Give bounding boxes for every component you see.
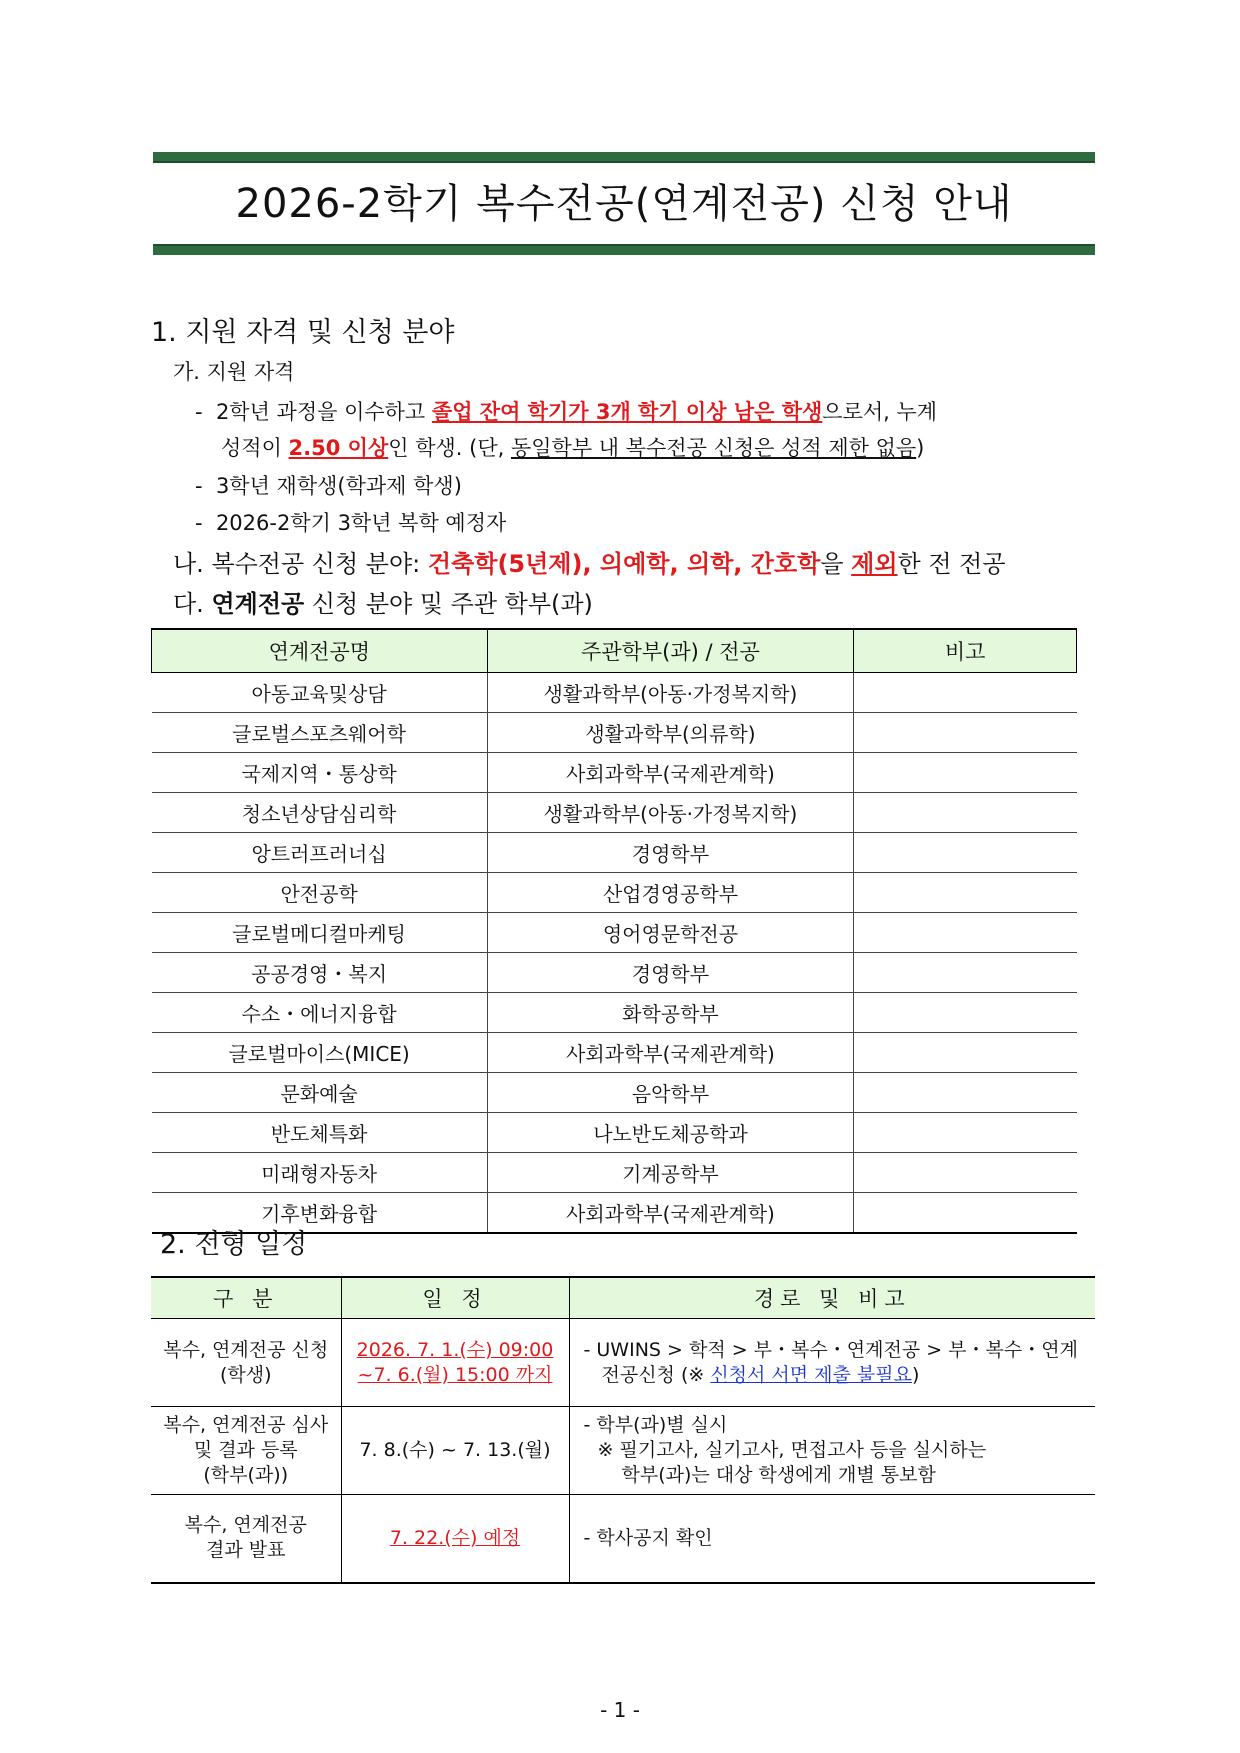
note-cell: [854, 1033, 1077, 1073]
page-number: - 1 -: [600, 1698, 640, 1722]
col-header-schedule: 일 정: [341, 1277, 569, 1319]
department-cell: 기계공학부: [487, 1153, 854, 1193]
department-cell: 생활과학부(의류학): [487, 713, 854, 753]
gpa-requirement: 2.50 이상: [288, 436, 389, 460]
table-row: [152, 673, 1077, 713]
subsection-ga: 가. 지원 자격: [173, 360, 295, 384]
note-cell: [854, 1113, 1077, 1153]
col-header-note: 비고: [854, 629, 1077, 673]
table-row: [152, 1073, 1077, 1113]
bullet-1-text: 2학년 과정을 이수하고: [215, 400, 432, 424]
col-header-major: 연계전공명: [152, 629, 488, 673]
major-name-cell: 기후변화융합: [152, 1193, 488, 1234]
department-cell: 나노반도체공학과: [487, 1113, 854, 1153]
major-name-cell: 글로벌메디컬마케팅: [152, 913, 488, 953]
major-name-cell: 공공경영・복지: [152, 953, 488, 993]
department-cell: 경영학부: [487, 833, 854, 873]
table-row: [152, 1033, 1077, 1073]
major-name-cell: 국제지역・통상학: [152, 753, 488, 793]
department-cell: 사회과학부(국제관계학): [487, 753, 854, 793]
title-top-rule: [153, 152, 1095, 163]
major-name-cell: 안전공학: [152, 873, 488, 913]
table-row: [152, 953, 1077, 993]
bullet-3: - 2026-2학기 3학년 복학 예정자: [195, 511, 507, 535]
note-cell: [854, 1073, 1077, 1113]
section-1-heading: 1. 지원 자격 및 신청 분야: [151, 317, 455, 348]
title-bottom-rule: [153, 244, 1095, 255]
subsection-da: 다. 연계전공 신청 분야 및 주관 학부(과): [173, 590, 593, 618]
section-2-heading: 2. 전형 일정: [160, 1229, 308, 1260]
department-cell: 경영학부: [487, 953, 854, 993]
subsection-na: 나. 복수전공 신청 분야: 건축학(5년제), 의예학, 의학, 간호학을 제외한 전 전공: [173, 550, 1006, 578]
table-row: [152, 1113, 1077, 1153]
department-cell: 산업경영공학부: [487, 873, 854, 913]
table-header-row: [151, 1277, 1095, 1319]
note-cell: [854, 953, 1077, 993]
bullet-2: - 3학년 재학생(학과제 학생): [195, 474, 462, 498]
bullet-1-highlight: 졸업 잔여 학기가 3개 학기 이상 남은 학생: [431, 400, 823, 424]
department-cell: 음악학부: [487, 1073, 854, 1113]
note-cell: [854, 873, 1077, 913]
no-paper-submission-note: 신청서 서면 제출 불필요: [710, 1363, 912, 1386]
note-cell: [854, 1193, 1077, 1234]
schedule-table: [151, 1276, 1095, 1584]
table-row: [152, 913, 1077, 953]
page-title: 2026-2학기 복수전공(연계전공) 신청 안내: [235, 181, 1013, 227]
major-name-cell: 반도체특화: [152, 1113, 488, 1153]
excluded-label: 제외: [851, 550, 898, 578]
note-cell: [854, 753, 1077, 793]
department-cell: 영어영문학전공: [487, 913, 854, 953]
table-row: [152, 833, 1077, 873]
note-cell: [854, 793, 1077, 833]
note-cell: [854, 713, 1077, 753]
bullet-1: - 2학년 과정을 이수하고 졸업 잔여 학기가 3개 학기 이상 남은 학생으로서, 누계: [195, 400, 938, 424]
excluded-majors: 건축학(5년제), 의예학, 의학, 간호학: [427, 550, 821, 578]
major-name-cell: 미래형자동차: [152, 1153, 488, 1193]
department-cell: 사회과학부(국제관계학): [487, 1193, 854, 1234]
table-row: [152, 993, 1077, 1033]
table-row: 복수, 연계전공 신청 (학생) 2026. 7. 1.(수) 09:00 ~7. 6.(월) 15:00 까지 - UWINS > 학적 > 부・복수・연계전공 > 부・복수・연계 전공신청 (※ 신청서 서면 제출 불필요): [151, 1319, 1095, 1407]
department-cell: 사회과학부(국제관계학): [487, 1033, 854, 1073]
col-header-route: 경로 및 비고: [569, 1277, 1095, 1319]
major-name-cell: 글로벌스포츠웨어학: [152, 713, 488, 753]
table-row: [152, 713, 1077, 753]
note-cell: [854, 673, 1077, 713]
table-row: [152, 1153, 1077, 1193]
bullet-1-tail: 으로서, 누계: [822, 400, 938, 424]
note-cell: [854, 913, 1077, 953]
major-name-cell: 수소・에너지융합: [152, 993, 488, 1033]
major-name-cell: 청소년상담심리학: [152, 793, 488, 833]
linked-major-table: [151, 628, 1077, 1234]
table-header-row: [152, 629, 1077, 673]
table-row: [152, 753, 1077, 793]
major-name-cell: 아동교육및상담: [152, 673, 488, 713]
major-name-cell: 앙트러프러너십: [152, 833, 488, 873]
col-header-category: 구 분: [151, 1277, 341, 1319]
department-cell: 생활과학부(아동·가정복지학): [487, 673, 854, 713]
bullet-1-line2: 성적이 2.50 이상인 학생. (단, 동일학부 내 복수전공 신청은 성적 제한 없음): [221, 436, 925, 460]
note-cell: [854, 833, 1077, 873]
note-cell: [854, 1153, 1077, 1193]
table-row: [152, 873, 1077, 913]
col-header-department: 주관학부(과) / 전공: [487, 629, 854, 673]
department-cell: 생활과학부(아동·가정복지학): [487, 793, 854, 833]
table-row: 복수, 연계전공 결과 발표 7. 22.(수) 예정 - 학사공지 확인: [151, 1495, 1095, 1583]
gpa-exception: 동일학부 내 복수전공 신청은 성적 제한 없음: [510, 436, 917, 460]
major-name-cell: 글로벌마이스(MICE): [152, 1033, 488, 1073]
table-row: 복수, 연계전공 심사 및 결과 등록 (학부(과)) 7. 8.(수) ~ 7. 13.(월) - 학부(과)별 실시 ※ 필기고사, 실기고사, 면접고사 등을 실시하는 학부(과)는 대상 학생에게 개별 통보함: [151, 1407, 1095, 1495]
department-cell: 화학공학부: [487, 993, 854, 1033]
table-row: [152, 793, 1077, 833]
note-cell: [854, 993, 1077, 1033]
major-name-cell: 문화예술: [152, 1073, 488, 1113]
